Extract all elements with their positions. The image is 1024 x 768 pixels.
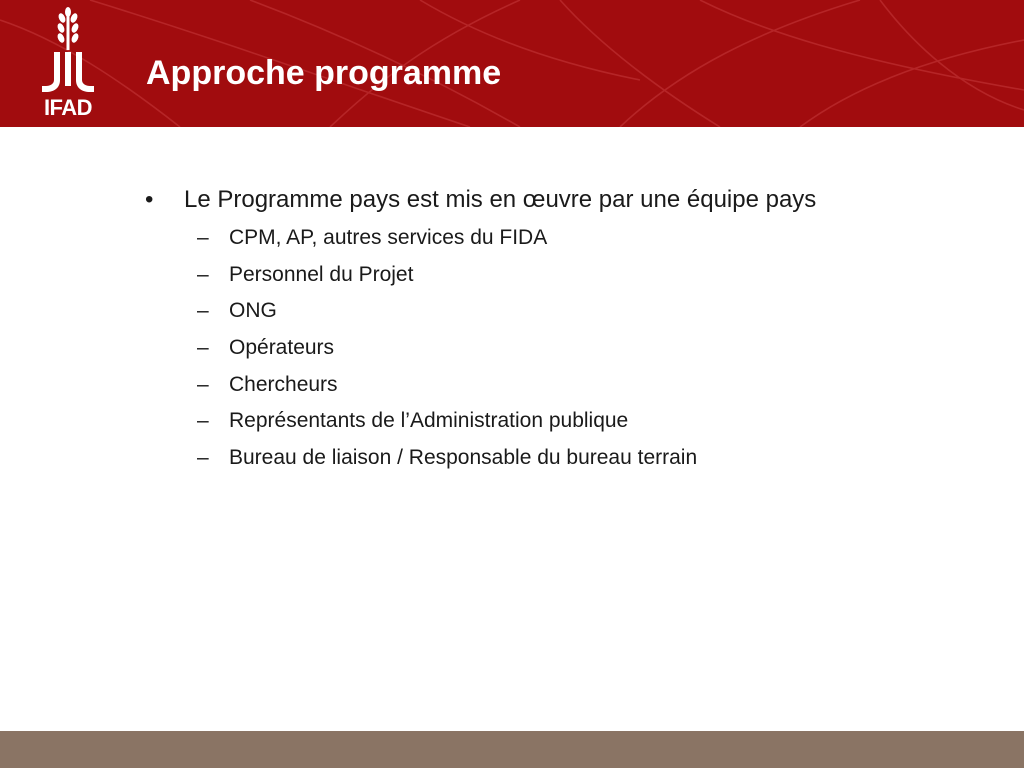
- sub-item-marker: –: [197, 446, 209, 470]
- sub-item-text: Chercheurs: [229, 372, 338, 396]
- sub-item: [140, 330, 980, 367]
- ifad-logo: [36, 6, 100, 124]
- sub-item: [140, 257, 980, 294]
- sub-item: [140, 367, 980, 404]
- sub-item-text: ONG: [229, 299, 277, 323]
- sub-item-text: Représentants de l’Administration publique: [229, 409, 629, 433]
- sub-item-text: CPM, AP, autres services du FIDA: [229, 226, 548, 249]
- content-body: [140, 180, 980, 477]
- bullet-text: Le Programme pays est mis en œuvre par une équipe pays: [184, 186, 817, 213]
- sub-item-text: Bureau de liaison / Responsable du bureau terrain: [229, 446, 698, 470]
- ifad-logo-text: IFAD: [43, 95, 93, 120]
- bullet-item: [140, 180, 980, 220]
- footer-bar: [0, 731, 1024, 768]
- sub-item-marker: –: [197, 409, 209, 433]
- page-title: Approche programme: [146, 54, 502, 92]
- sub-item-marker: –: [197, 372, 209, 396]
- header-banner: [0, 0, 1024, 127]
- sub-item: [140, 440, 980, 477]
- sub-item-marker: –: [197, 226, 209, 249]
- ifad-wheat-logo-icon: [36, 6, 100, 96]
- sub-item: [140, 220, 980, 257]
- sub-item-text: Personnel du Projet: [229, 262, 414, 286]
- sub-item-text: Opérateurs: [229, 336, 335, 360]
- sub-item-marker: –: [197, 299, 209, 323]
- bullet-marker: •: [145, 186, 154, 213]
- sub-item: [140, 403, 980, 440]
- sub-item-marker: –: [197, 336, 209, 360]
- sub-item-list: [140, 220, 980, 477]
- sub-item-marker: –: [197, 262, 209, 286]
- sub-item: [140, 293, 980, 330]
